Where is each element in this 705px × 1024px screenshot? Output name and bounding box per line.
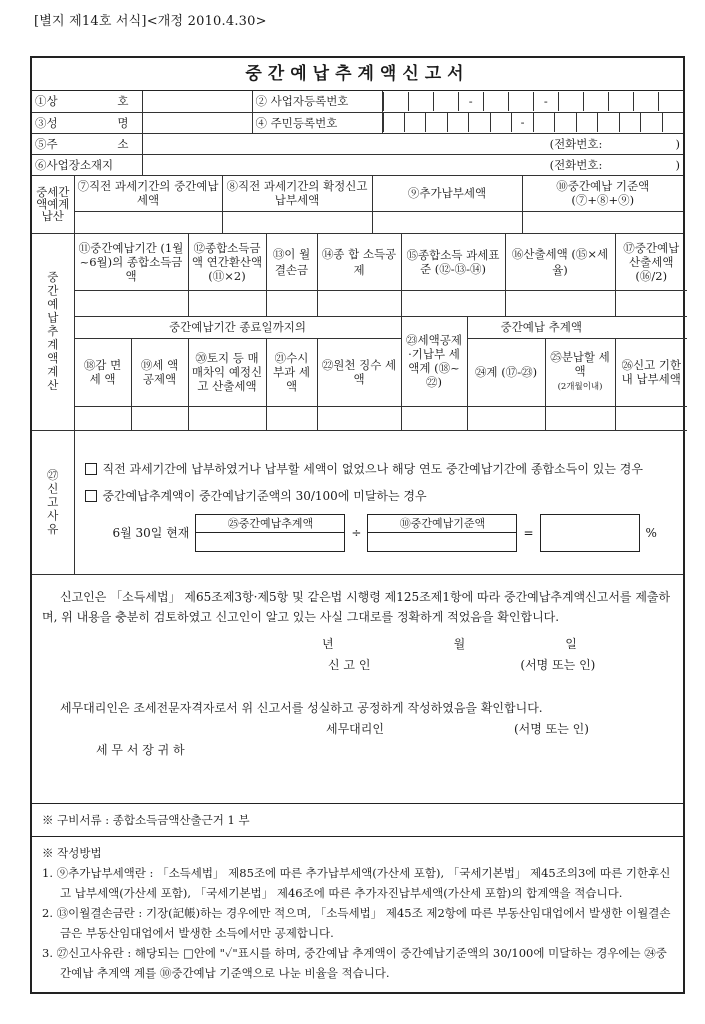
col11-header: ⑪중간예납기간 (1월~6월)의 종합소득금액 xyxy=(74,234,188,290)
address-field[interactable]: (전화번호: ) xyxy=(142,133,683,154)
col22-value[interactable] xyxy=(317,406,401,430)
checkbox[interactable] xyxy=(85,490,97,502)
estimation-side-label: 중간예납추계액계산 xyxy=(32,234,74,430)
col8-header: ⑧직전 과세기간의 확정신고납부세액 xyxy=(222,176,372,212)
col19-value[interactable] xyxy=(131,406,188,430)
ratio-result-box[interactable] xyxy=(540,514,640,552)
form-title: 중간예납추계액신고서 xyxy=(32,58,683,91)
col7-header: ⑦직전 과세기간의 중간예납세액 xyxy=(74,176,222,212)
col14-value[interactable] xyxy=(317,290,401,316)
col23-value[interactable] xyxy=(401,406,467,430)
col11-value[interactable] xyxy=(74,290,188,316)
col17-value[interactable] xyxy=(615,290,687,316)
col18-header: ⑱감 면 세 액 xyxy=(74,338,131,406)
numerator-box[interactable]: ㉕중간예납추계액 xyxy=(195,514,345,552)
instruction-item: 1. ⑨추가납부세액란 : 「소득세법」 제85조에 따른 추가납부세액(가산세 포함), 「국세기본법」 제45조의3에 따른 기한후신고 납부세액(가산세 포함), 「국세기본법」 제46조에 따른 추가자진납부세액(가산세 포함)의 합계액을 적습니다. xyxy=(42,866,671,900)
checkbox[interactable] xyxy=(85,463,97,475)
name-label: ③성 명 xyxy=(32,112,142,133)
col15-header: ⑮종합소득 과세표준 (⑫-⑬-⑭) xyxy=(401,234,505,290)
ratio-formula: 6월 30일 현재 ㉕중간예납추계액 ÷ ⑩중간예납기준액 = % xyxy=(85,514,674,552)
interim-tax-report-form xyxy=(30,56,685,994)
recipient: 세 무 서 장 귀 하 xyxy=(96,743,185,757)
col15-value[interactable] xyxy=(401,290,505,316)
col10-value[interactable] xyxy=(522,212,683,234)
col17-header: ⑰중간예납 산출세액 (⑯/2) xyxy=(615,234,687,290)
col19-header: ⑲세 액 공제액 xyxy=(131,338,188,406)
col18-value[interactable] xyxy=(74,406,131,430)
reason-body xyxy=(74,431,683,575)
group-right-header: 중간예납 추계액 xyxy=(467,316,615,338)
business-reg-field[interactable]: - - xyxy=(382,91,683,112)
estimation-table xyxy=(32,234,687,431)
group-left-header: 중간예납기간 종료일까지의 xyxy=(74,316,401,338)
taxpayer-info-table xyxy=(32,91,683,176)
instructions xyxy=(32,836,683,989)
base-amount-side-label: 중세간액예계납산 xyxy=(32,176,74,234)
business-address-label: ⑥사업장소재지 xyxy=(32,154,142,175)
reason-side-label: ㉗신고사유 xyxy=(32,431,74,575)
denominator-box[interactable]: ⑩중간예납기준액 xyxy=(367,514,517,552)
agent-text: 세무대리인은 조세전문자격자로서 위 신고서를 성실하고 공정하게 작성하였음을 확인합니다. xyxy=(60,701,543,715)
reason-option-1[interactable]: 직전 과세기간에 납부하였거나 납부할 세액이 없었으나 해당 연도 중간예납기간에 종합소득이 있는 경우 xyxy=(85,460,674,479)
trade-name-field[interactable] xyxy=(142,91,252,112)
col7-value[interactable] xyxy=(74,212,222,234)
declaration-section xyxy=(32,575,683,803)
col24-header: ㉔계 (⑰-㉓) xyxy=(467,338,545,406)
col16-header: ⑯산출세액 (⑮×세율) xyxy=(505,234,615,290)
col13-value[interactable] xyxy=(266,290,317,316)
col25-header: ㉕분납할 세액 (2개월이내) xyxy=(545,338,615,406)
col21-header: ㉑수시 부과 세액 xyxy=(266,338,317,406)
col23-header: ㉓세액공제 ·기납부 세액계 (⑱~㉒) xyxy=(401,316,467,406)
col16-value[interactable] xyxy=(505,290,615,316)
resident-reg-field[interactable]: - xyxy=(382,112,683,133)
instruction-item: 3. ㉗신고사유란 : 해당되는 □안에 "✓"표시를 하며, 중간예납 추계액이 중간예납기준액의 30/100에 미달하는 경우에는 ㉔중간예납 추계액 계를 ⑩중간예납 기준액으로 나눈 비율을 적습니다. xyxy=(42,946,667,980)
reason-option-2[interactable]: 중간예납추계액이 중간예납기준액의 30/100에 미달하는 경우 xyxy=(85,487,674,506)
col26-value[interactable] xyxy=(615,406,687,430)
declaration-text: 신고인은 「소득세법」 제65조제3항·제5항 및 같은법 시행령 제125조제1항에 따라 중간예납추계액신고서를 제출하며, 위 내용을 충분히 검토하였고 신고인이 알고 있는 사실 그대로를 정확하게 적었음을 확인합니다. xyxy=(42,590,671,624)
instruction-item: 2. ⑬이월결손금란 : 기장(記帳)하는 경우에만 적으며, 「소득세법」 제45조 제2항에 따른 부동산임대업에서 발생한 이월결손금은 부동산임대업에서 발생한 소득에서만 공제합니다. xyxy=(42,906,671,940)
col21-value[interactable] xyxy=(266,406,317,430)
col20-value[interactable] xyxy=(188,406,266,430)
instructions-heading: ※ 작성방법 xyxy=(42,846,102,860)
base-amount-table xyxy=(32,176,683,235)
col20-header: ⑳토지 등 매매차익 예정신고 산출세액 xyxy=(188,338,266,406)
col9-header: ⑨추가납부세액 xyxy=(372,176,522,212)
col24-value[interactable] xyxy=(467,406,545,430)
col25-value[interactable] xyxy=(545,406,615,430)
reason-table xyxy=(32,431,683,576)
col22-header: ㉒원천 징수 세액 xyxy=(317,338,401,406)
trade-name-label: ①상 호 xyxy=(32,91,142,112)
form-number-note: [별지 제14호 서식]<개정 2010.4.30> xyxy=(34,14,267,29)
required-docs: ※ 구비서류 : 종합소득금액산출근거 1 부 xyxy=(32,803,683,836)
col14-header: ⑭종 합 소득공제 xyxy=(317,234,401,290)
col9-value[interactable] xyxy=(372,212,522,234)
col26-header: ㉖신고 기한내 납부세액 xyxy=(615,338,687,406)
filer-sign-line: 신 고 인 (서명 또는 인) xyxy=(328,658,596,672)
col8-value[interactable] xyxy=(222,212,372,234)
col13-header: ⑬이 월 결손금 xyxy=(266,234,317,290)
col10-header: ⑩중간예납 기준액 (⑦+⑧+⑨) xyxy=(522,176,683,212)
resident-reg-label: ④ 주민등록번호 xyxy=(252,112,382,133)
business-address-field[interactable]: (전화번호: ) xyxy=(142,154,683,175)
col12-value[interactable] xyxy=(188,290,266,316)
date-line: 년 월 일 xyxy=(322,637,577,651)
name-field[interactable] xyxy=(142,112,252,133)
address-label: ⑤주 소 xyxy=(32,133,142,154)
business-reg-label: ② 사업자등록번호 xyxy=(252,91,382,112)
col12-header: ⑫종합소득금액 연간환산액 (⑪×2) xyxy=(188,234,266,290)
agent-sign-line: 세무대리인 (서명 또는 인) xyxy=(326,722,589,736)
